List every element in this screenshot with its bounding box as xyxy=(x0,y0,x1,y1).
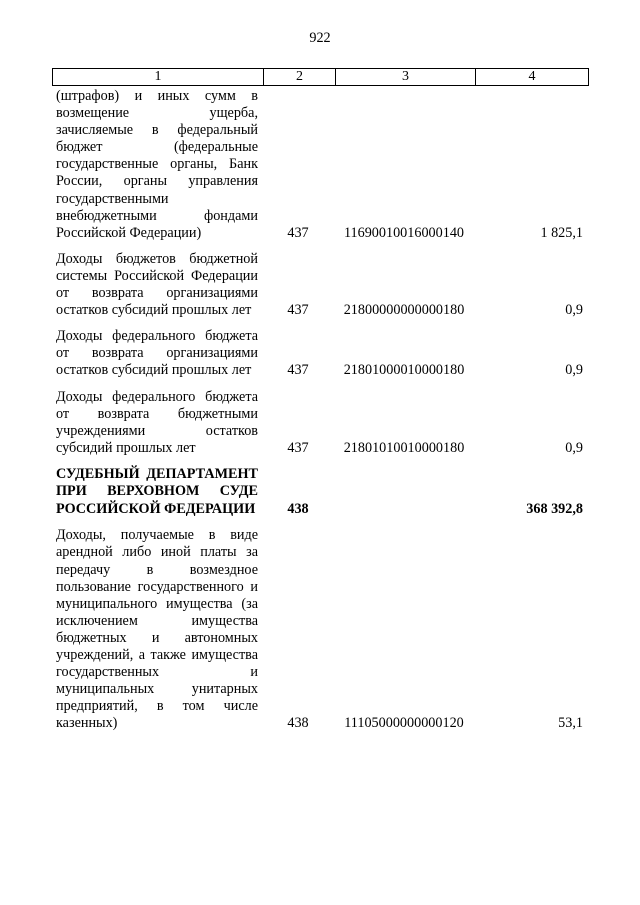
row-description: (штрафов) и иных сумм в возмещение ущерба, зачисляемые в федеральный бюджет (федеральные государственные органы, Банк России, органы управления государственными внебюджетными фондами Российской Федерации) xyxy=(56,88,258,241)
row-income-code: 21801010010000180 xyxy=(343,439,465,456)
row-amount: 0,9 xyxy=(565,439,583,456)
section-amount: 368 392,8 xyxy=(526,501,583,518)
row-description: Доходы федерального бюджета от возврата бюджетными учреждениями остатков субсидий прошлых лет xyxy=(56,388,258,456)
table-row xyxy=(52,389,587,457)
row-description: Доходы бюджетов бюджетной системы Российской Федерации от возврата организациями остатков субсидий прошлых лет xyxy=(56,250,258,319)
header-col-2: 2 xyxy=(263,69,335,85)
header-col-3: 3 xyxy=(335,69,475,85)
row-admin-code: 437 xyxy=(287,362,309,379)
row-income-code: 21801000010000180 xyxy=(343,362,465,379)
row-income-code: 11690010016000140 xyxy=(343,224,465,241)
page-number: 922 xyxy=(309,30,331,46)
table-row xyxy=(52,527,587,732)
row-admin-code: 437 xyxy=(287,439,309,456)
row-amount: 0,9 xyxy=(565,362,583,379)
header-col-1: 1 xyxy=(154,69,162,84)
header-col-4: 4 xyxy=(475,69,588,85)
table-row xyxy=(52,328,587,379)
row-description: Доходы федерального бюджета от возврата организациями остатков субсидий прошлых лет xyxy=(56,328,258,379)
table-row xyxy=(52,251,587,319)
section-title: СУДЕБНЫЙ ДЕПАРТАМЕНТ ПРИ ВЕРХОВНОМ СУДЕ РОССИЙСКОЙ ФЕДЕРАЦИИ xyxy=(56,465,258,517)
row-income-code: 11105000000000120 xyxy=(344,715,464,732)
row-amount: 53,1 xyxy=(558,715,583,732)
section-admin-code: 438 xyxy=(287,501,309,518)
row-amount: 1 825,1 xyxy=(540,224,583,241)
row-admin-code: 438 xyxy=(287,715,309,732)
section-row xyxy=(52,466,587,519)
row-admin-code: 437 xyxy=(287,302,309,319)
table-header xyxy=(52,68,589,86)
row-amount: 0,9 xyxy=(565,302,583,319)
row-admin-code: 437 xyxy=(287,224,309,241)
table-body xyxy=(52,88,587,742)
row-income-code: 21800000000000180 xyxy=(343,302,465,319)
table-row xyxy=(52,88,587,242)
row-description: Доходы, получаемые в виде арендной либо иной платы за передачу в возмездное пользование государственного и муниципального имущества (за исключением имущества бюджетных и автономных учреждений, а также имущества государственных и муниципальных унитарных предприятий, в том числе казенных) xyxy=(56,527,258,732)
